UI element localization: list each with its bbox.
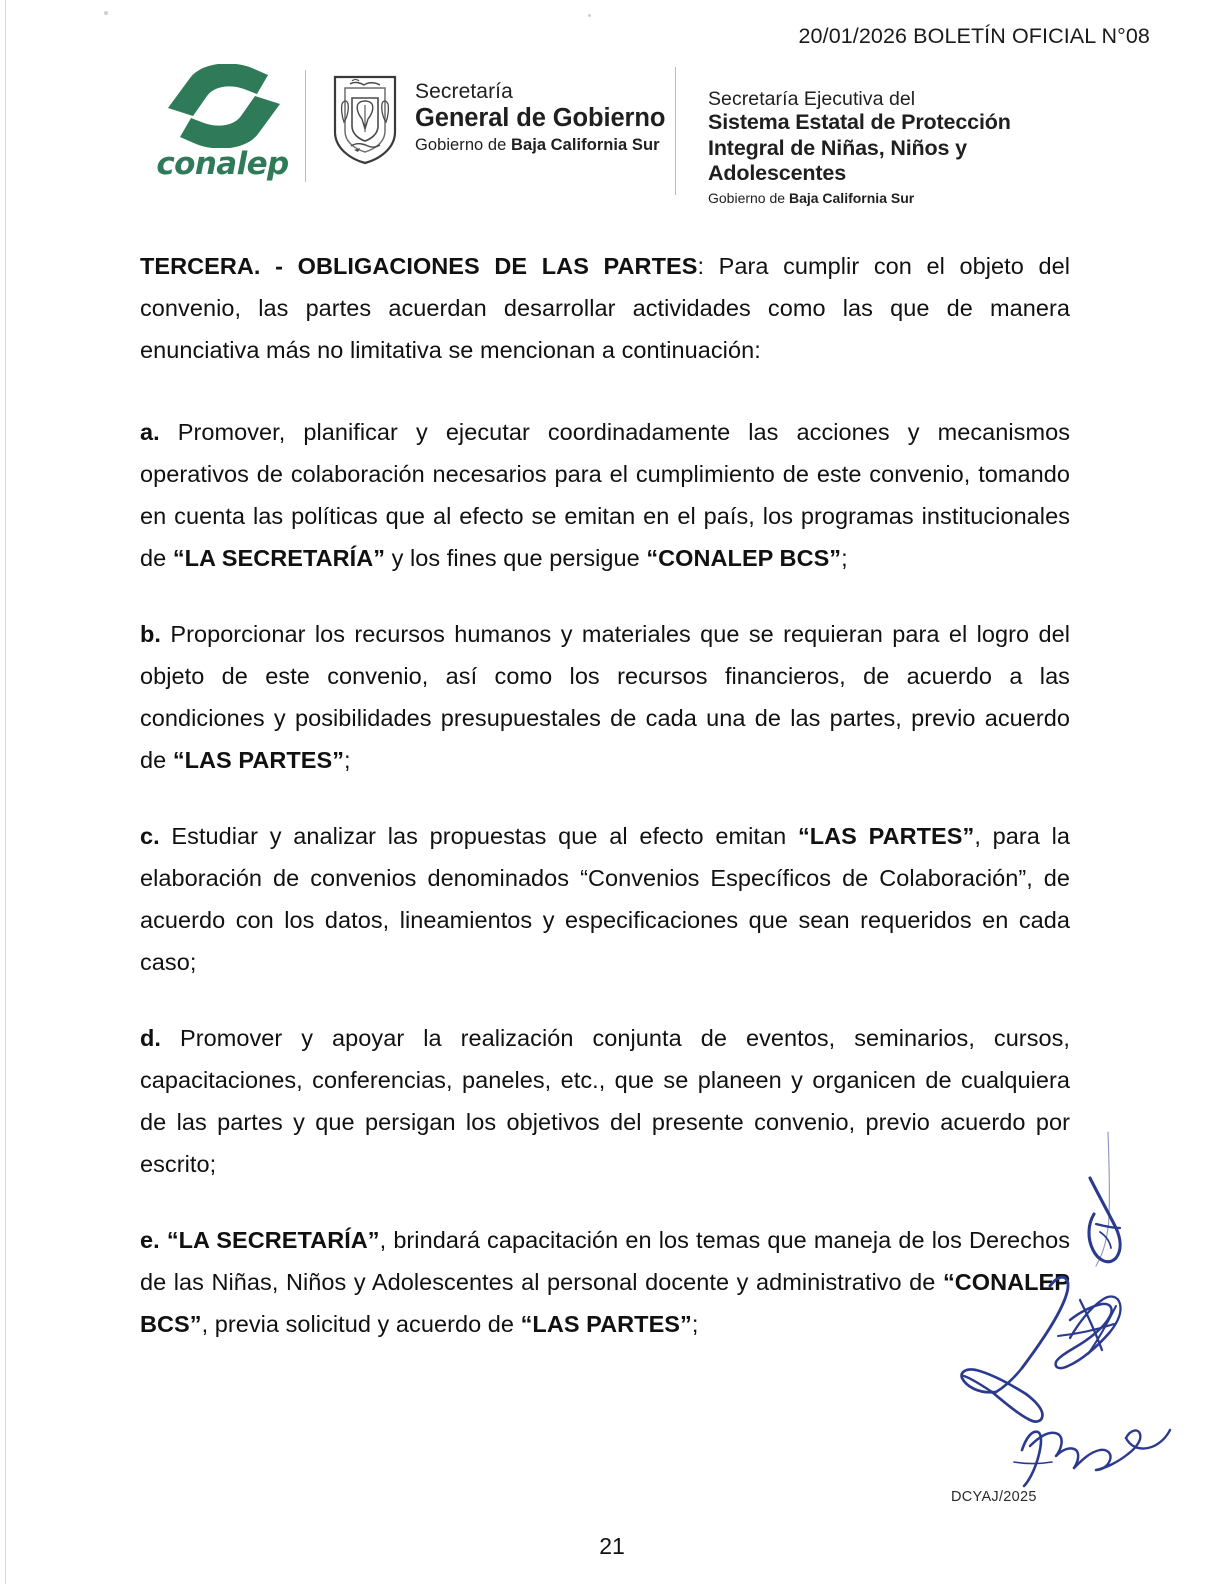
obligation-text: , para la elaboración de convenios denominados “Convenios Específicos de Colaboración”, de acuerdo con los datos, lineamientos y especificaciones que sean requeridos en cada caso; <box>140 823 1070 975</box>
obligation-marker: a. <box>140 419 160 445</box>
obligation-item <box>140 613 1070 781</box>
conalep-wordmark: conalep <box>156 146 289 182</box>
obligation-item <box>140 1219 1070 1345</box>
secretaria-general-titles <box>415 80 665 156</box>
obligation-emphasis: “LA SECRETARÍA” <box>166 1227 380 1253</box>
running-header-text: 20/01/2026 BOLETÍN OFICIAL N°08 <box>798 24 1150 48</box>
document-body <box>140 245 1070 1345</box>
logo-divider-1 <box>305 70 306 182</box>
obligation-emphasis: “LAS PARTES” <box>797 823 975 849</box>
secretaria-line-2: General de Gobierno <box>415 103 666 132</box>
obligations-list <box>140 411 1070 1345</box>
letterhead-logo-band <box>150 62 1070 206</box>
page-number: 21 <box>599 1533 625 1559</box>
sipinna-line-1: Secretaría Ejecutiva del <box>708 88 916 110</box>
obligation-item <box>140 815 1070 983</box>
obligation-text: ; <box>841 545 848 571</box>
secretaria-line-3 <box>415 134 665 156</box>
coat-of-arms-icon <box>332 74 398 166</box>
conalep-logo <box>150 64 295 184</box>
clause-label: TERCERA. - <box>140 253 298 279</box>
obligation-emphasis: “CONALEP BCS” <box>646 545 842 571</box>
scan-edge-artifact <box>5 0 6 1584</box>
obligation-text: ; <box>344 747 351 773</box>
obligation-marker: c. <box>140 823 160 849</box>
sipinna-subtitle <box>708 189 1011 207</box>
obligation-text: Promover y apoyar la realización conjunta de eventos, seminarios, cursos, capacitaciones, conferencias, paneles, etc., que se planeen y organicen de cualquiera de las partes y que persigan los objetivos del presente convenio, previo acuerdo por escrito; <box>140 1025 1070 1177</box>
clause-tercera-paragraph <box>140 245 1070 371</box>
obligation-text: Promover, planificar y ejecutar coordinadamente las acciones y mecanismos operativos de colaboración necesarios para el cumplimiento de este convenio, tomando en cuenta las políticas que al efecto se emitan en el país, los programas institucionales de <box>140 419 1070 571</box>
obligation-marker: b. <box>140 621 161 647</box>
obligation-text <box>160 1227 167 1253</box>
obligation-text: y los fines que persigue <box>385 545 647 571</box>
sipinna-line-4: Adolescentes <box>708 160 847 185</box>
secretaria-line-1: Secretaría <box>415 80 513 103</box>
obligation-marker: d. <box>140 1025 161 1051</box>
sipinna-subtitle-bold: Baja California Sur <box>788 189 915 206</box>
obligation-emphasis: “LAS PARTES” <box>520 1311 692 1337</box>
obligation-emphasis: “CONALEP BCS” <box>140 1269 1070 1337</box>
clause-title: OBLIGACIONES DE LAS PARTES <box>297 253 698 279</box>
obligation-text: , previa solicitud y acuerdo de <box>201 1311 521 1337</box>
sipinna-line-3: Integral de Niñas, Niños y <box>708 135 967 160</box>
clause-intro-text: : Para cumplir con el objeto del convenio, las partes acuerdan desarrollar actividades como las que de manera enunciativa más no limitativa se mencionan a continuación: <box>140 253 1071 363</box>
secretaria-line-3-prefix: Gobierno de <box>415 136 511 155</box>
obligation-emphasis: “LAS PARTES” <box>172 747 345 773</box>
scan-speck-artifact <box>104 11 108 15</box>
secretaria-line-3-bold: Baja California Sur <box>511 136 660 155</box>
sipinna-line-2: Sistema Estatal de Protección <box>708 110 1011 135</box>
logo-divider-2 <box>675 67 676 195</box>
obligation-text: Proporcionar los recursos humanos y materiales que se requieran para el logro del objeto de este convenio, así como los recursos financieros, de acuerdo a las condiciones y posibilidades presupuestales de cada una de las partes, previo acuerdo de <box>140 621 1070 773</box>
obligation-text: ; <box>691 1311 699 1337</box>
obligation-item <box>140 1017 1070 1185</box>
sipinna-subtitle-prefix: Gobierno de <box>708 189 789 206</box>
obligation-marker: e. <box>140 1227 160 1253</box>
reference-code: DCYAJ/2025 <box>951 1489 1037 1505</box>
obligation-item <box>140 411 1070 579</box>
obligation-emphasis: “LA SECRETARÍA” <box>172 545 386 571</box>
sipinna-titles <box>708 88 1011 207</box>
obligation-text: , brindará capacitación en los temas que maneja de los Derechos de las Niñas, Niños y Adolescentes al personal docente y administrativo de <box>140 1227 1071 1295</box>
obligation-text: Estudiar y analizar las propuestas que al efecto emitan <box>159 823 798 849</box>
conalep-swirl-icon <box>160 64 288 153</box>
scan-speck-artifact <box>588 14 591 17</box>
